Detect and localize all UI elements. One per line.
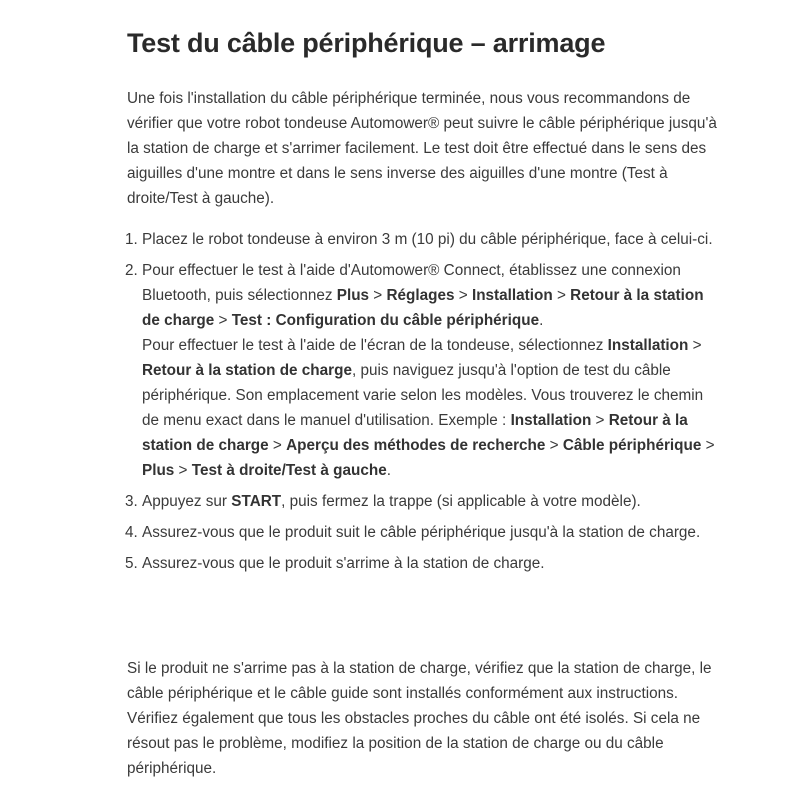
step-3	[127, 489, 717, 514]
step-text: , puis fermez la trappe (si applicable à votre modèle).	[281, 493, 641, 510]
step-text: Assurez-vous que le produit suit le câble périphérique jusqu'à la station de charge.	[142, 524, 701, 541]
path-separator: >	[268, 437, 287, 454]
path-separator: >	[545, 437, 563, 454]
intro-paragraph: Une fois l'installation du câble périphérique terminée, nous vous recommandons de vérifier que votre robot tondeuse Automower® peut suivre le câble périphérique jusqu'à la station de charge et s'arrimer facilement. Le test doit être effectué dans le sens des aiguilles d'une montre et dans le sens inverse des aiguilles d'une montre (Test à droite/Test à gauche).	[127, 90, 717, 207]
step-text: Pour effectuer le test à l'aide de l'écran de la tondeuse, sélectionnez	[142, 337, 608, 354]
menu-path-item: Test : Configuration du câble périphérique	[231, 312, 540, 329]
step-text: .	[539, 312, 544, 329]
step-text: , puis naviguez jusqu'à l'option de test du câble périphérique. Son emplacement varie selon les modèles. Vous trouverez le chemin de menu exact dans le manuel d'utilisation. Exemple :	[142, 362, 704, 429]
step-number: 1.	[125, 231, 138, 248]
step-text: Pour effectuer le test à l'aide d'Automower® Connect, établissez une connexion Bluetooth, puis sélectionnez	[142, 262, 681, 304]
menu-path-item: Plus	[336, 287, 370, 304]
menu-path-item: Plus	[142, 462, 175, 479]
menu-path-item: Installation	[471, 287, 553, 304]
menu-path-item: Câble périphérique	[562, 437, 702, 454]
step-text: .	[386, 462, 391, 479]
step-5	[127, 551, 717, 576]
step-number: 5.	[125, 555, 138, 572]
path-separator: >	[688, 337, 702, 354]
path-separator: >	[174, 462, 192, 479]
menu-path-item: Test à droite/Test à gauche	[191, 462, 387, 479]
step-4	[127, 520, 717, 545]
menu-path-item: Installation	[510, 412, 592, 429]
path-separator: >	[701, 437, 715, 454]
step-1	[127, 227, 717, 252]
button-name: START	[231, 493, 282, 510]
step-number: 2.	[125, 262, 138, 279]
path-separator: >	[591, 412, 609, 429]
step-text: Placez le robot tondeuse à environ 3 m (10 pi) du câble périphérique, face à celui-ci.	[142, 231, 713, 248]
step-text: Appuyez sur	[142, 493, 232, 510]
menu-path-item: Aperçu des méthodes de recherche	[286, 437, 546, 454]
path-separator: >	[552, 287, 571, 304]
menu-path-item: Retour à la station de charge	[142, 412, 688, 454]
menu-path-item: Réglages	[386, 287, 455, 304]
step-number: 4.	[125, 524, 138, 541]
menu-path-item: Retour à la station de charge	[142, 287, 704, 329]
step-number: 3.	[125, 493, 138, 510]
page-title: Test du câble périphérique – arrimage	[127, 28, 606, 58]
steps-list	[127, 227, 717, 582]
menu-path-item: Retour à la station de charge	[142, 362, 352, 379]
path-separator: >	[454, 287, 472, 304]
troubleshooting-paragraph: Si le produit ne s'arrime pas à la station de charge, vérifiez que la station de charge, le câble périphérique et le câble guide sont installés conformément aux instructions. Vérifiez également que tous les obstacles proches du câble ont été isolés. Si cela ne résout pas le problème, modifiez la position de la station de charge ou du câble périphérique.	[127, 660, 712, 777]
step-2	[127, 258, 717, 483]
step-text: Assurez-vous que le produit s'arrime à la station de charge.	[142, 555, 545, 572]
menu-path-item: Installation	[607, 337, 689, 354]
path-separator: >	[369, 287, 387, 304]
path-separator: >	[214, 312, 232, 329]
